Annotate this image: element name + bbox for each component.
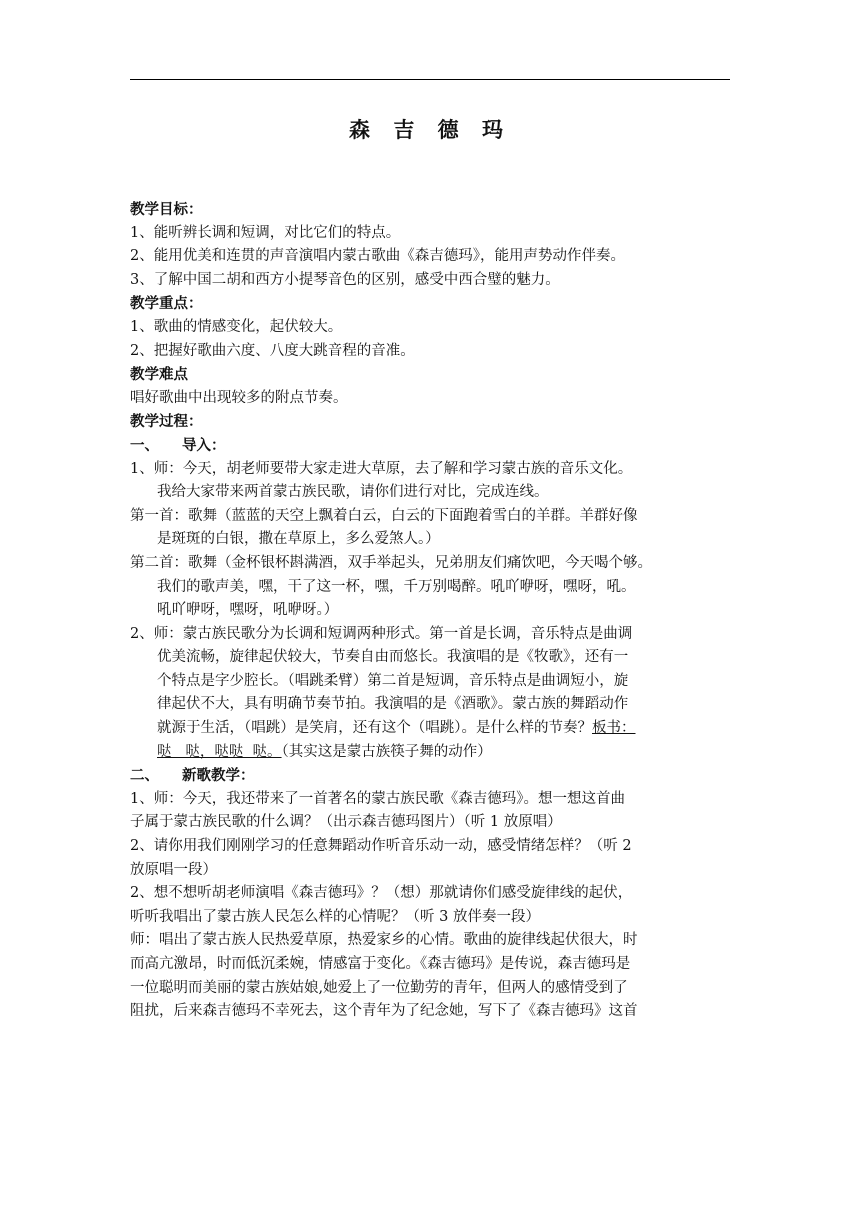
key-point-item: 1、歌曲的情感变化，起伏较大。 [130,318,343,335]
difficulty-heading: 教学难点 [130,366,188,384]
paragraph-line: 个特点是字少腔长。（唱跳柔臂）第二首是短调，音乐特点是曲调短小，旋 [157,672,629,689]
paragraph-line: 吼吖咿呀，嘿呀，吼咿呀。） [157,602,339,619]
paragraph-text: 就源于生活，（唱跳）是笑肩，还有这个（唱跳）。是什么样的节奏？ [157,720,592,737]
paragraph-line: 阻扰，后来森吉德玛不幸死去，这个青年为了纪念她，写下了《森吉德玛》这首 [130,1003,638,1020]
paragraph-line: 1、师：今天，我还带来了一首著名的蒙古族民歌《森吉德玛》。想一想这首曲 [130,790,625,807]
paragraph-line: 我们的歌声美，嘿，干了这一杯，嘿，千万别喝醉。吼吖咿呀，嘿呀，吼。 [157,578,636,595]
key-point-item: 2、把握好歌曲六度、八度大跳音程的音准。 [130,342,415,359]
section-title: 新歌教学： [182,767,255,785]
paragraph-line: 师：唱出了蒙古族人民热爱草原，热爱家乡的心情。歌曲的旋律线起伏很大，时 [130,932,638,949]
paragraph-line: 听听我唱出了蒙古族人民怎么样的心情呢？（听 3 放伴奏一段） [130,908,540,925]
section-2-heading [130,764,730,788]
document-body [130,198,730,1024]
paragraph-line: 2、师：蒙古族民歌分为长调和短调两种形式。第一首是长调，音乐特点是曲调 [130,625,633,642]
board-note: 板书： [592,720,636,737]
paragraph-line: 第二首：歌舞（金杯银杯斟满酒，双手举起头，兄弟朋友们痛饮吧，今天喝个够。 [130,554,652,571]
paragraph-line [130,717,730,741]
difficulty-item: 唱好歌曲中出现较多的附点节奏。 [130,389,348,406]
key-points-heading: 教学重点： [130,295,203,313]
paragraph-line: 而高亢激昂，时而低沉柔婉，情感富于变化。《森吉德玛》是传说，森吉德玛是 [130,956,631,972]
rhythm-notation: 哒 哒，哒哒 哒。 [157,743,282,760]
paragraph-line: 一位聪明而美丽的蒙古族姑娘,她爱上了一位勤劳的青年，但两人的感情受到了 [130,979,628,996]
paragraph-line: 我给大家带来两首蒙古族民歌，请你们进行对比，完成连线。 [157,484,549,501]
paragraph-line: 是斑斑的白银，撒在草原上，多么爱煞人。） [157,531,440,548]
document-title: 森 吉 德 玛 [349,117,511,142]
paragraph-line: 1、师：今天，胡老师要带大家走进大草原，去了解和学习蒙古族的音乐文化。 [130,460,633,477]
paragraph-line [130,741,730,765]
process-heading: 教学过程： [130,413,203,431]
section-number: 一、 [130,436,159,454]
paragraph-line: 2、想不想听胡老师演唱《森吉德玛》？（想）那就请你们感受旋律线的起伏， [130,885,633,902]
goals-heading: 教学目标： [130,201,203,218]
paragraph-line: 放原唱一段） [130,861,217,878]
paragraph-line: 第一首：歌舞（蓝蓝的天空上飘着白云，白云的下面跑着雪白的羊群。羊群好像 [130,507,638,524]
paragraph-line: 律起伏不大，具有明确节奏节拍。我演唱的是《酒歌》。蒙古族的舞蹈动作 [157,696,629,713]
goal-item: 2、能用优美和连贯的声音演唱内蒙古歌曲《森吉德玛》，能用声势动作伴奏。 [130,248,625,265]
header-rule [130,79,730,80]
paragraph-line: 子属于蒙古族民歌的什么调？（出示森吉德玛图片）（听 1 放原唱） [130,814,562,831]
paragraph-line: 优美流畅，旋律起伏较大，节奏自由而悠长。我演唱的是《牧歌》，还有一 [157,649,629,666]
section-1-heading [130,434,730,458]
paragraph-text: （其实这是蒙古族筷子舞的动作） [281,743,492,760]
section-number: 二、 [130,767,159,785]
paragraph-line: 2、请你用我们刚刚学习的任意舞蹈动作听音乐动一动，感受情绪怎样？（听 2 [130,838,632,855]
goal-item: 3、了解中国二胡和西方小提琴音色的区别，感受中西合璧的魅力。 [130,271,560,288]
section-title: 导入： [182,436,226,454]
goal-item: 1、能听辨长调和短调，对比它们的特点。 [130,224,401,241]
